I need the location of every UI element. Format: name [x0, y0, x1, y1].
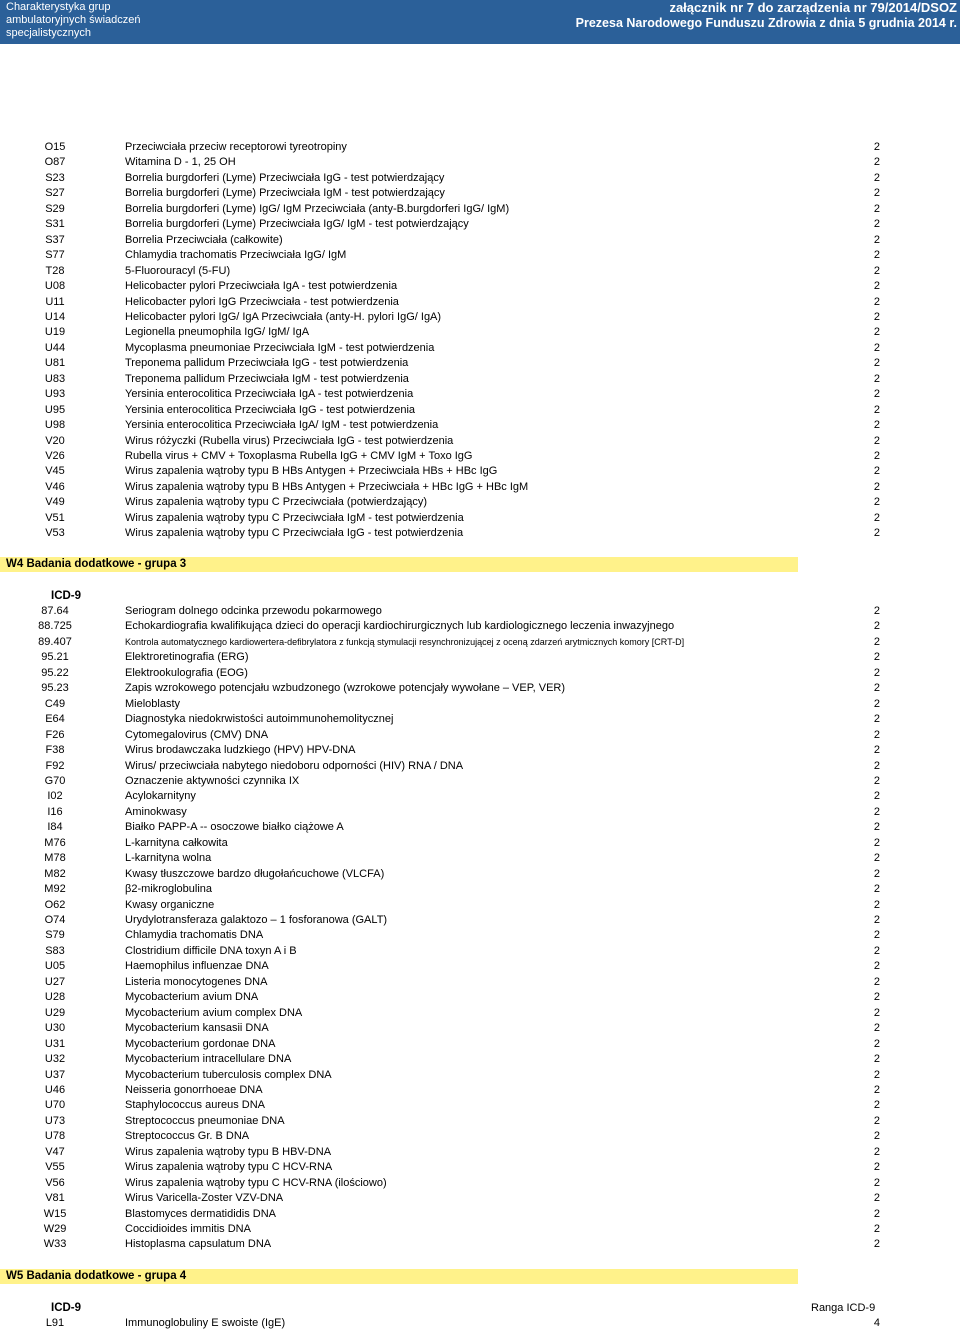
row-code: U70	[44, 1099, 66, 1112]
row-code: S83	[45, 944, 65, 957]
row-value: 2	[873, 651, 880, 664]
row-value: 2	[873, 141, 880, 153]
row-code: V53	[45, 527, 65, 540]
header-attachment-title: załącznik nr 7 do zarządzenia nr 79/2014/DSOZ	[669, 0, 957, 15]
table-row	[0, 774, 960, 789]
row-name: Wirus zapalenia wątroby typu B HBV-DNA	[125, 1145, 332, 1158]
row-value: 2	[873, 635, 880, 648]
row-code: V20	[45, 434, 65, 447]
row-name: Staphylococcus aureus DNA	[125, 1099, 266, 1112]
row-value: 2	[873, 171, 880, 184]
table-row	[0, 1237, 960, 1252]
row-code: U31	[44, 1037, 66, 1050]
table-row	[0, 1145, 960, 1160]
row-code: S23	[45, 171, 65, 184]
row-name: L-karnityna wolna	[125, 852, 212, 865]
table-row	[0, 666, 960, 681]
row-name: Borrelia burgdorferi (Lyme) IgG/ IgM Przeciwciała (anty-B.burgdorferi IgG/ IgM)	[125, 202, 510, 215]
row-value: 2	[873, 1083, 880, 1096]
row-code: C49	[44, 697, 66, 710]
row-code: V45	[45, 465, 65, 478]
table-row	[0, 155, 960, 170]
row-code: U29	[44, 1006, 66, 1019]
row-value: 2	[873, 1037, 880, 1050]
row-code: V47	[45, 1145, 65, 1158]
row-code: O15	[44, 141, 66, 153]
row-name: Mycobacterium tuberculosis complex DNA	[125, 1068, 332, 1081]
row-value: 2	[873, 697, 880, 710]
row-value: 2	[873, 1130, 880, 1143]
row-value: 2	[873, 713, 880, 726]
table-row	[0, 279, 960, 294]
table-row	[0, 526, 960, 541]
header-left	[6, 1, 141, 40]
row-name: Yersinia enterocolitica Przeciwciała IgA - test potwierdzenia	[125, 388, 414, 401]
row-code: V51	[45, 511, 65, 524]
table-row	[0, 217, 960, 232]
row-value: 2	[873, 527, 880, 540]
row-name: Cytomegalovirus (CMV) DNA	[125, 728, 269, 741]
row-name: L-karnityna całkowita	[125, 836, 228, 849]
table-row	[0, 1114, 960, 1129]
row-code: U11	[45, 295, 65, 308]
header-left-line: ambulatoryjnych świadczeń	[6, 14, 141, 26]
row-code: S79	[45, 929, 65, 942]
row-code: U93	[44, 388, 66, 401]
row-name: Treponema pallidum Przeciwciała IgM - test potwierdzenia	[125, 372, 409, 385]
row-value: 2	[873, 944, 880, 957]
row-name: Mieloblasty	[125, 697, 181, 710]
row-code: U95	[44, 403, 66, 416]
row-name: Mycobacterium avium complex DNA	[125, 1006, 303, 1019]
row-name: Helicobacter pylori Przeciwciała IgA - test potwierdzenia	[125, 280, 398, 293]
row-value: 2	[873, 1207, 880, 1220]
row-code: U30	[44, 1022, 66, 1035]
table-row	[0, 944, 960, 959]
table-row	[0, 882, 960, 897]
table-row	[0, 820, 960, 835]
table-row	[0, 186, 960, 201]
header-attachment-subtitle: Prezesa Narodowego Funduszu Zdrowia z dnia 5 grudnia 2014 r.	[575, 16, 957, 30]
row-code: V81	[45, 1192, 65, 1205]
table-row	[0, 372, 960, 387]
table-row	[0, 759, 960, 774]
row-name: Chlamydia trachomatis Przeciwciała IgG/ IgM	[125, 249, 347, 262]
row-value: 2	[873, 419, 880, 432]
row-name: Mycobacterium avium DNA	[125, 991, 259, 1004]
row-code: 95.23	[41, 682, 69, 695]
row-code: U28	[44, 991, 66, 1004]
row-value: 2	[873, 867, 880, 880]
row-value: 2	[873, 480, 880, 493]
table-row	[0, 233, 960, 248]
row-value: 2	[873, 1068, 880, 1081]
row-value: 2	[873, 357, 880, 370]
row-value: 2	[873, 511, 880, 524]
row-name: Helicobacter pylori IgG/ IgA Przeciwciała (anty-H. pylori IgG/ IgA)	[125, 310, 442, 323]
table-row	[0, 1176, 960, 1191]
row-value: 2	[873, 295, 880, 308]
row-name: Przeciwciała przeciw receptorowi tyreotropiny	[125, 141, 347, 153]
row-code: M82	[44, 867, 66, 880]
row-name: 5-Fluorouracyl (5-FU)	[125, 264, 231, 277]
row-name: Urydylotransferaza galaktozo – 1 fosforanowa (GALT)	[125, 914, 388, 926]
row-code: V55	[45, 1161, 65, 1174]
row-name: Acylokarnityny	[125, 790, 196, 803]
row-code: U83	[44, 372, 66, 385]
row-value: 2	[873, 187, 880, 200]
row-value: 2	[873, 759, 880, 772]
row-name: Wirus różyczki (Rubella virus) Przeciwciała IgG - test potwierdzenia	[125, 434, 454, 447]
icd9-column-header: ICD-9	[51, 1302, 82, 1314]
table-row	[0, 805, 960, 820]
row-name: Streptococcus pneumoniae DNA	[125, 1114, 285, 1127]
table-row	[0, 789, 960, 804]
table-row	[0, 975, 960, 990]
row-value: 2	[873, 1114, 880, 1127]
row-name: Wirus zapalenia wątroby typu B HBs Antygen + Przeciwciała HBs + HBc IgG	[125, 465, 498, 478]
row-value: 2	[873, 728, 880, 741]
table-row	[0, 202, 960, 217]
row-value: 2	[873, 1223, 880, 1235]
row-value: 2	[873, 202, 880, 215]
table-row	[0, 635, 960, 650]
row-value: 2	[873, 883, 880, 896]
document-header	[0, 0, 960, 44]
section-header-group-4	[0, 1269, 798, 1284]
row-value: 2	[873, 682, 880, 695]
row-name: Wirus brodawczaka ludzkiego (HPV) HPV-DNA	[125, 744, 356, 757]
table-row	[0, 140, 960, 155]
row-name: β2-mikroglobulina	[125, 883, 213, 896]
row-name: Wirus zapalenia wątroby typu C Przeciwciała IgG - test potwierdzenia	[125, 527, 464, 540]
table-row	[0, 1207, 960, 1222]
table-row	[0, 1129, 960, 1144]
row-name: Yersinia enterocolitica Przeciwciała IgG - test potwierdzenia	[125, 403, 416, 416]
row-code: L91	[45, 1317, 65, 1329]
table-row	[0, 464, 960, 479]
row-value: 2	[873, 929, 880, 942]
row-code: S29	[45, 202, 65, 215]
row-name: Borrelia Przeciwciała (całkowite)	[125, 233, 283, 246]
row-code: U05	[44, 960, 66, 973]
table-row	[0, 728, 960, 743]
table-row	[0, 1160, 960, 1175]
table-row	[0, 836, 960, 851]
table-row	[0, 697, 960, 712]
row-name: Chlamydia trachomatis DNA	[125, 929, 264, 942]
table-row	[0, 898, 960, 913]
row-code: U98	[44, 419, 66, 432]
table-row	[0, 867, 960, 882]
row-name: Clostridium difficile DNA toxyn A i B	[125, 944, 297, 957]
row-value: 2	[873, 605, 880, 617]
row-code: U73	[44, 1114, 66, 1127]
table-row	[0, 310, 960, 325]
row-code: 95.22	[41, 666, 69, 679]
table-row	[0, 387, 960, 402]
table-row	[0, 325, 960, 340]
row-value: 2	[873, 1176, 880, 1189]
table-row	[0, 1068, 960, 1083]
table-row	[0, 990, 960, 1005]
row-value: 2	[873, 991, 880, 1004]
row-name: Oznaczenie aktywności czynnika IX	[125, 774, 300, 787]
row-name: Borrelia burgdorferi (Lyme) Przeciwciała IgG/ IgM - test potwierdzający	[125, 218, 469, 231]
row-value: 2	[873, 666, 880, 679]
row-code: U08	[44, 280, 66, 293]
row-name: Kwasy tłuszczowe bardzo długołańcuchowe (VLCFA)	[125, 867, 385, 880]
row-code: W33	[43, 1238, 67, 1251]
row-name: Blastomyces dermatididis DNA	[125, 1207, 276, 1220]
row-value: 2	[873, 1145, 880, 1158]
table-row	[0, 356, 960, 371]
table-row	[0, 171, 960, 186]
row-name: Legionella pneumophila IgG/ IgM/ IgA	[125, 326, 310, 339]
row-code: U19	[44, 326, 66, 339]
icd9-column-header: ICD-9	[51, 590, 82, 602]
row-code: 87.64	[41, 605, 69, 617]
row-value: 2	[873, 450, 880, 462]
row-code: S77	[45, 249, 65, 262]
row-code: V49	[45, 496, 65, 509]
table-row	[0, 449, 960, 464]
row-name: Neisseria gonorrhoeae DNA	[125, 1083, 263, 1096]
row-code: O62	[44, 898, 66, 911]
row-value: 2	[873, 372, 880, 385]
row-value: 2	[873, 1022, 880, 1035]
row-code: 89.407	[38, 635, 72, 648]
table-row	[0, 1021, 960, 1036]
row-name: Rubella virus + CMV + Toxoplasma Rubella IgG + CMV IgM + Toxo IgG	[125, 450, 473, 462]
row-code: G70	[44, 774, 66, 787]
row-value: 2	[873, 434, 880, 447]
table-row	[0, 851, 960, 866]
row-value: 2	[873, 836, 880, 849]
row-name: Mycoplasma pneumoniae Przeciwciała IgM - test potwierdzenia	[125, 341, 435, 354]
table-row	[0, 1006, 960, 1021]
row-name: Wirus/ przeciwciała nabytego niedoboru odporności (HIV) RNA / DNA	[125, 759, 464, 772]
row-name: Coccidioides immitis DNA	[125, 1223, 251, 1235]
table-row	[0, 264, 960, 279]
row-code: S27	[45, 187, 65, 200]
row-name: Diagnostyka niedokrwistości autoimmunohemolitycznej	[125, 713, 394, 726]
row-name: Yersinia enterocolitica Przeciwciała IgA/ IgM - test potwierdzenia	[125, 419, 439, 432]
row-name: Wirus zapalenia wątroby typu C Przeciwciała IgM - test potwierdzenia	[125, 511, 464, 524]
row-code: W15	[43, 1207, 67, 1220]
row-code: O87	[44, 156, 66, 169]
row-value: 2	[873, 852, 880, 865]
row-value: 2	[873, 249, 880, 262]
row-value: 2	[873, 218, 880, 231]
row-name: Kontrola automatycznego kardiowertera-defibrylatora z funkcją stymulacji resynchronizującej z oceną zdarzeń arytmicznych komory [CRT-D]	[125, 636, 685, 647]
section-title: W5 Badania dodatkowe - grupa 4	[6, 1270, 187, 1282]
row-value: 2	[873, 326, 880, 339]
row-name: Immunoglobuliny E swoiste (IgE)	[125, 1317, 286, 1329]
table-row	[0, 434, 960, 449]
row-value: 2	[873, 821, 880, 834]
row-value: 2	[873, 156, 880, 169]
row-code: F92	[45, 759, 65, 772]
row-value: 2	[873, 403, 880, 416]
table-row	[0, 681, 960, 696]
table-row	[0, 1222, 960, 1237]
table-row	[0, 712, 960, 727]
row-code: M92	[44, 883, 66, 896]
row-value: 2	[873, 341, 880, 354]
row-name: Witamina D - 1, 25 OH	[125, 156, 236, 169]
row-code: V46	[45, 480, 65, 493]
table-row	[0, 480, 960, 495]
row-code: V26	[45, 450, 65, 462]
table-row	[0, 650, 960, 665]
row-name: Echokardiografia kwalifikująca dzieci do operacji kardiochirurgicznych lub kardiologicznego leczenia inwazyjnego	[125, 620, 675, 633]
row-name: Histoplasma capsulatum DNA	[125, 1238, 272, 1251]
row-value: 2	[873, 1238, 880, 1251]
row-code: U81	[44, 357, 66, 370]
table-row	[0, 511, 960, 526]
table-row	[0, 403, 960, 418]
row-value: 2	[873, 1006, 880, 1019]
row-code: I16	[47, 805, 63, 818]
row-code: U27	[44, 975, 66, 988]
row-code: U78	[44, 1130, 66, 1143]
table-row	[0, 1098, 960, 1113]
row-code: 95.21	[41, 651, 69, 664]
row-name: Wirus zapalenia wątroby typu C Przeciwciała (potwierdzający)	[125, 496, 428, 509]
row-code: E64	[45, 713, 65, 726]
row-name: Seriogram dolnego odcinka przewodu pokarmowego	[125, 605, 382, 617]
row-code: S31	[45, 218, 65, 231]
row-value: 2	[873, 233, 880, 246]
row-name: Borrelia burgdorferi (Lyme) Przeciwciała IgG - test potwierdzający	[125, 171, 445, 184]
row-value: 2	[873, 1053, 880, 1066]
row-code: F38	[45, 744, 65, 757]
table-row	[0, 743, 960, 758]
row-value: 2	[873, 388, 880, 401]
row-name: Zapis wzrokowego potencjału wzbudzonego (wzrokowe potencjały wywołane – VEP, VER)	[125, 682, 566, 695]
row-name: Białko PAPP-A -- osoczowe białko ciążowe A	[125, 821, 344, 834]
row-name: Wirus zapalenia wątroby typu C HCV-RNA	[125, 1161, 333, 1174]
row-name: Wirus zapalenia wątroby typu C HCV-RNA (ilościowo)	[125, 1176, 387, 1189]
row-code: T28	[45, 264, 65, 277]
row-value: 2	[873, 496, 880, 509]
row-value: 2	[873, 914, 880, 926]
row-name: Aminokwasy	[125, 805, 187, 818]
row-name: Kwasy organiczne	[125, 898, 215, 911]
row-code: F26	[45, 728, 65, 741]
row-code: V56	[45, 1176, 65, 1189]
table-row	[0, 1316, 960, 1331]
row-code: 88.725	[38, 620, 72, 633]
row-value: 2	[873, 465, 880, 478]
row-code: M78	[44, 852, 66, 865]
row-value: 2	[873, 1099, 880, 1112]
row-name: Haemophilus influenzae DNA	[125, 960, 269, 973]
row-value: 2	[873, 960, 880, 973]
table-row	[0, 604, 960, 619]
section-title: W4 Badania dodatkowe - grupa 3	[6, 558, 187, 570]
table-row	[0, 619, 960, 634]
row-name: Borrelia burgdorferi (Lyme) Przeciwciała IgM - test potwierdzający	[125, 187, 445, 200]
table-row	[0, 248, 960, 263]
row-value: 2	[873, 264, 880, 277]
row-code: U37	[44, 1068, 66, 1081]
row-name: Streptococcus Gr. B DNA	[125, 1130, 250, 1143]
row-name: Elektrookulografia (EOG)	[125, 666, 248, 679]
row-value: 2	[873, 310, 880, 323]
section-header-group-3	[0, 557, 798, 572]
row-name: Treponema pallidum Przeciwciała IgG - test potwierdzenia	[125, 357, 409, 370]
table-row	[0, 418, 960, 433]
table-row	[0, 341, 960, 356]
table-row	[0, 295, 960, 310]
row-value: 2	[873, 620, 880, 633]
table-row	[0, 1037, 960, 1052]
row-name: Wirus zapalenia wątroby typu B HBs Antygen + Przeciwciała + HBc IgG + HBc IgM	[125, 480, 529, 493]
row-value: 2	[873, 774, 880, 787]
row-name: Mycobacterium intracellulare DNA	[125, 1053, 292, 1066]
row-code: W29	[43, 1223, 67, 1235]
row-code: O74	[44, 914, 66, 926]
table-row	[0, 1083, 960, 1098]
row-code: I02	[47, 790, 63, 803]
row-code: S37	[45, 233, 65, 246]
table-row	[0, 913, 960, 928]
row-value: 2	[873, 898, 880, 911]
row-code: U32	[44, 1053, 66, 1066]
row-name: Helicobacter pylori IgG Przeciwciała - test potwierdzenia	[125, 295, 399, 308]
row-code: U44	[44, 341, 66, 354]
row-value: 4	[873, 1317, 880, 1329]
row-value: 2	[873, 1192, 880, 1205]
row-code: U14	[44, 310, 66, 323]
row-code: I84	[47, 821, 63, 834]
table-row	[0, 1191, 960, 1206]
row-name: Mycobacterium kansasii DNA	[125, 1022, 269, 1035]
row-value: 2	[873, 280, 880, 293]
table-row	[0, 959, 960, 974]
header-left-line: Charakterystyka grup	[6, 1, 111, 13]
row-value: 2	[873, 975, 880, 988]
ranga-column-header: Ranga ICD-9	[811, 1302, 876, 1314]
row-name: Listeria monocytogenes DNA	[125, 975, 268, 988]
row-name: Mycobacterium gordonae DNA	[125, 1037, 276, 1050]
header-left-line: specjalistycznych	[6, 27, 91, 39]
row-value: 2	[873, 790, 880, 803]
table-row	[0, 928, 960, 943]
row-value: 2	[873, 1161, 880, 1174]
table-row	[0, 495, 960, 510]
row-value: 2	[873, 805, 880, 818]
row-value: 2	[873, 744, 880, 757]
row-name: Wirus Varicella-Zoster VZV-DNA	[125, 1192, 284, 1205]
table-row	[0, 1052, 960, 1067]
row-name: Elektroretinografia (ERG)	[125, 651, 249, 664]
row-code: M76	[44, 836, 66, 849]
row-code: U46	[44, 1083, 66, 1096]
